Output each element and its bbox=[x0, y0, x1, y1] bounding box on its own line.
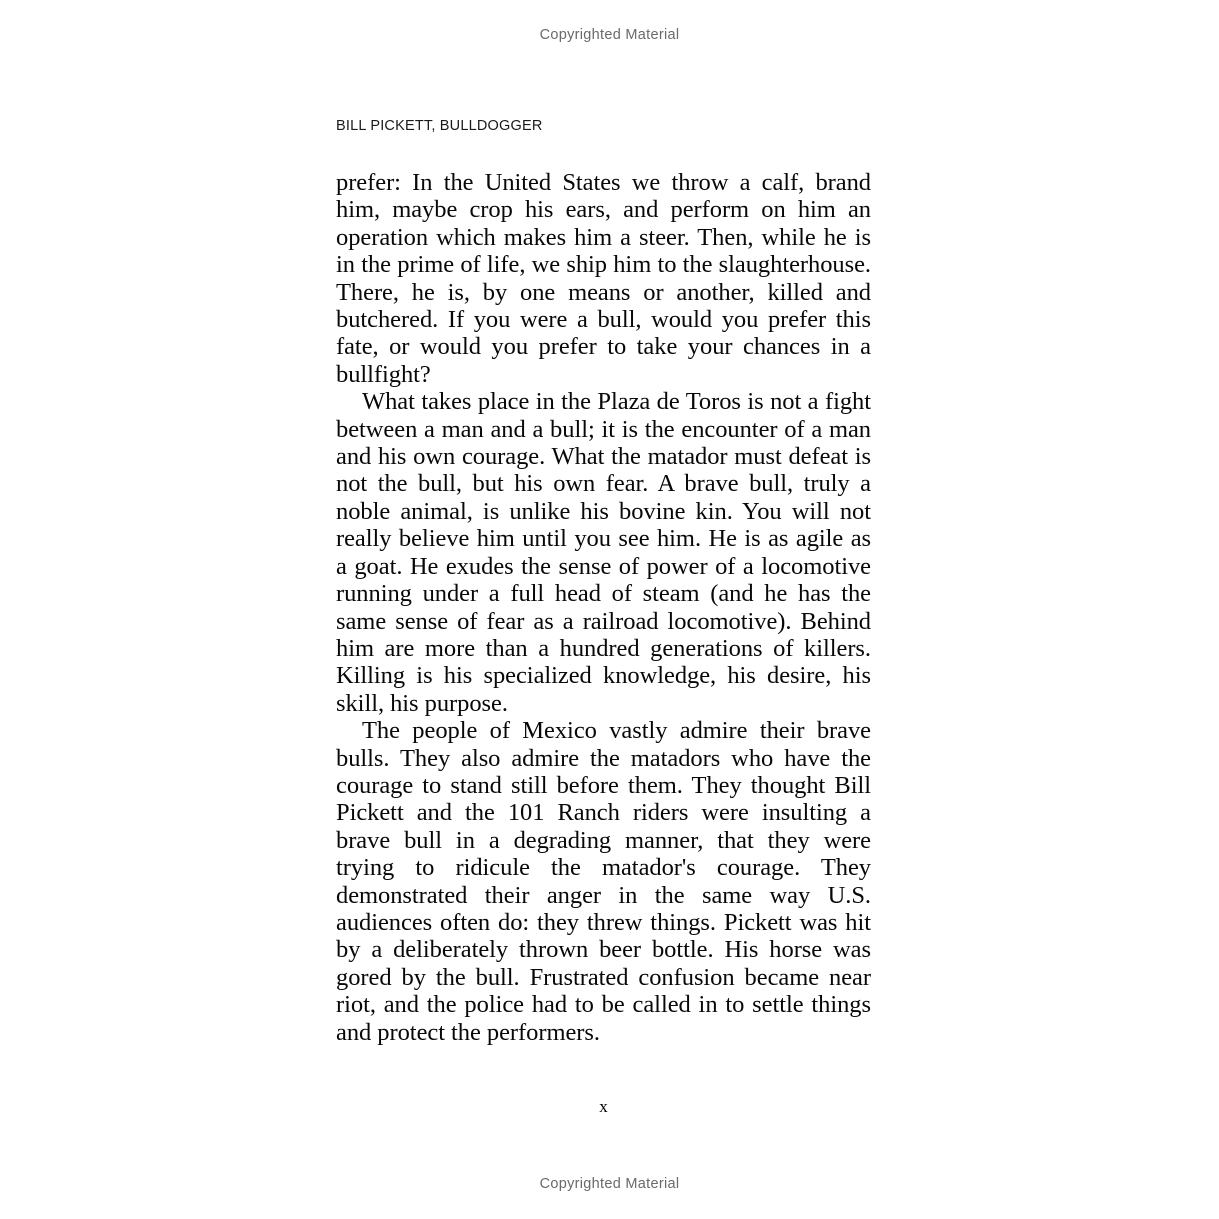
page-content bbox=[336, 118, 871, 1046]
paragraph: prefer: In the United States we throw a calf, brand him, maybe crop his ears, and perform on him an operation which makes him a steer. Then, while he is in the prime of life, we ship him to the slaughterhouse. There, he is, by one means or another, killed and butchered. If you were a bull, would you prefer this fate, or would you prefer to take your chances in a bullfight? bbox=[336, 169, 871, 388]
paragraph: What takes place in the Plaza de Toros is not a fight between a man and a bull; it is the encounter of a man and his own courage. What the matador must defeat is not the bull, but his own fear. A brave bull, truly a noble animal, is unlike his bovine kin. You will not really believe him until you see him. He is as agile as a goat. He exudes the sense of power of a locomotive running under a full head of steam (and he has the same sense of fear as a railroad locomotive). Behind him are more than a hundred generations of killers. Killing is his specialized knowledge, his desire, his skill, his purpose. bbox=[336, 388, 871, 717]
copyright-watermark-bottom: Copyrighted Material bbox=[539, 1176, 680, 1192]
running-head: BILL PICKETT, BULLDOGGER bbox=[336, 118, 543, 134]
body-text bbox=[336, 169, 871, 1046]
paragraph: The people of Mexico vastly admire their brave bulls. They also admire the matadors who have the courage to stand still before them. They thought Bill Pickett and the 101 Ranch riders were insulting a brave bull in a degrading manner, that they were trying to ridicule the matador's courage. They demonstrated their anger in the same way U.S. audiences often do: they threw things. Pickett was hit by a deliberately thrown beer bottle. His horse was gored by the bull. Frustrated confusion became near riot, and the police had to be called in to settle things and protect the performers. bbox=[336, 717, 871, 1046]
copyright-watermark-top: Copyrighted Material bbox=[539, 27, 680, 43]
page-number: x bbox=[599, 1097, 608, 1116]
